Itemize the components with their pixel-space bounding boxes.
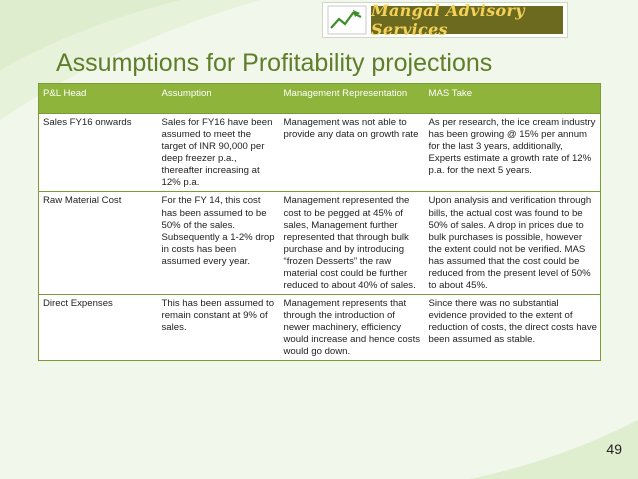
cell-management-representation: Management was not able to provide any data on growth rate — [280, 114, 425, 192]
cell-assumption: For the FY 14, this cost has been assumed to be 50% of the sales. Subsequently a 1-2% drop in costs has been assumed every year. — [158, 192, 280, 295]
cell-assumption: Sales for FY16 have been assumed to meet the target of INR 90,000 per deep freezer p.a., thereafter increasing at 12% p.a. — [158, 114, 280, 192]
header-management-representation: Management Representation — [280, 84, 425, 114]
table-row — [39, 192, 601, 295]
trend-chart-logo-icon — [327, 5, 367, 35]
page-number: 49 — [606, 441, 622, 457]
table-row — [39, 114, 601, 192]
page-title: Assumptions for Profitability projections — [56, 49, 493, 77]
cell-assumption: This has been assumed to remain constant at 9% of sales. — [158, 295, 280, 361]
brand-name: Mangal Advisory Services — [371, 6, 563, 34]
header-mas-take: MAS Take — [425, 84, 601, 114]
cell-mas-take: As per research, the ice cream industry has been growing @ 15% per annum for the last 3 years, additionally, Experts estimate a growth rate of 12% p.a. for the next 5 years. — [425, 114, 601, 192]
header-assumption: Assumption — [158, 84, 280, 114]
assumptions-table — [38, 83, 601, 361]
cell-management-representation: Management represents that through the introduction of newer machinery, efficiency would increase and hence costs would go down. — [280, 295, 425, 361]
cell-pl-head: Sales FY16 onwards — [39, 114, 158, 192]
cell-pl-head: Direct Expenses — [39, 295, 158, 361]
header-pl-head: P&L Head — [39, 84, 158, 114]
cell-management-representation: Management represented the cost to be pegged at 45% of sales, Management further represented that through bulk purchase and by introducing “frozen Desserts” the raw material cost could be further reduced to about 40% of sales. — [280, 192, 425, 295]
table-row — [39, 295, 601, 361]
company-logo — [322, 2, 568, 38]
table-header-row — [39, 84, 601, 114]
cell-mas-take: Upon analysis and verification through bills, the actual cost was found to be 50% of sales. A drop in prices due to bulk purchases is possible, however the extent could not be verified. MAS has assumed that the cost could be reduced from the present level of 50% to about 45%. — [425, 192, 601, 295]
cell-pl-head: Raw Material Cost — [39, 192, 158, 295]
cell-mas-take: Since there was no substantial evidence provided to the extent of reduction of costs, the direct costs have been assumed as stable. — [425, 295, 601, 361]
